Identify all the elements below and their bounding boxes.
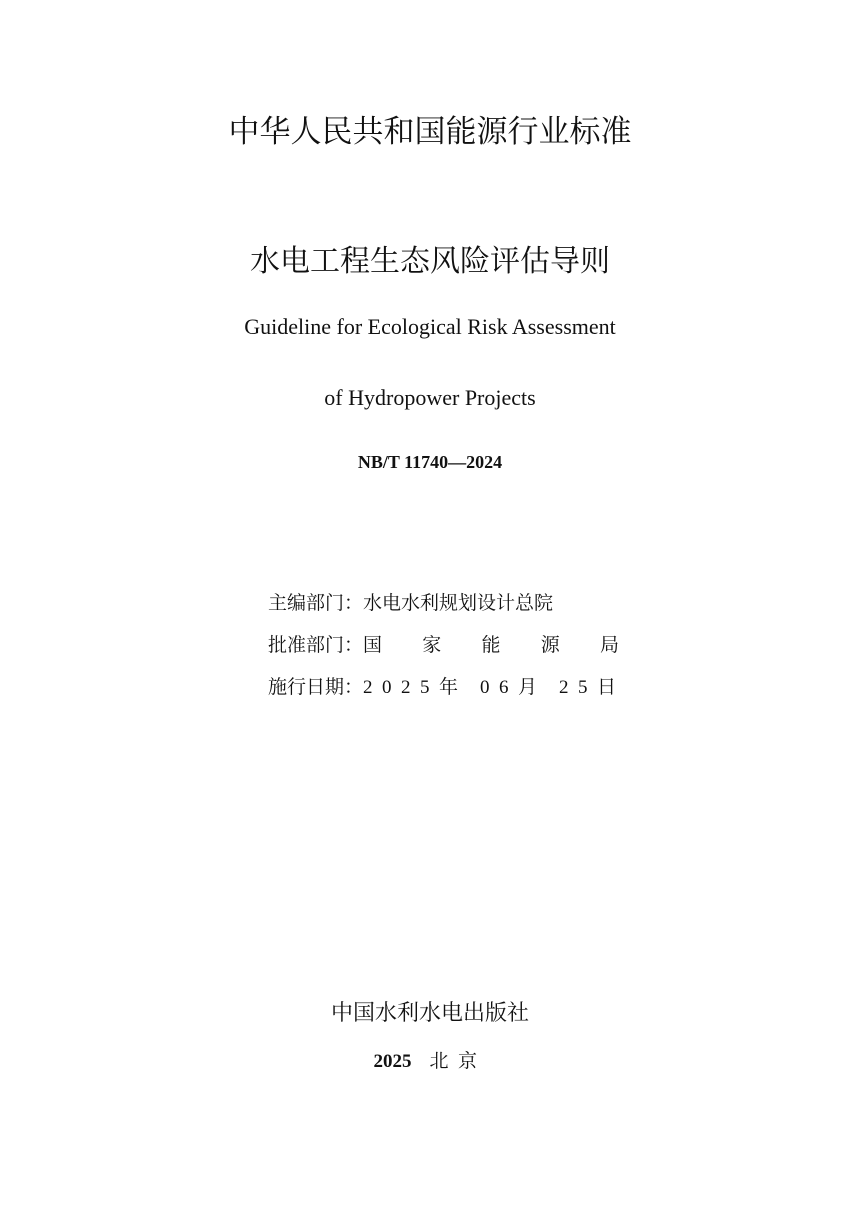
document-title-english-line1: Guideline for Ecological Risk Assessment: [244, 314, 616, 339]
publisher-name: 中国水利水电出版社: [330, 1001, 529, 1026]
approver-row: [268, 630, 636, 672]
publication-year: 2025: [373, 1051, 412, 1072]
effective-year: 2025: [363, 677, 440, 698]
effective-date-row: [268, 672, 636, 714]
editor-value: 水电水利规划设计总院: [363, 592, 554, 614]
document-title-chinese: 水电工程生态风险评估导则: [250, 244, 610, 279]
effective-date-label: 施行日期：: [268, 676, 364, 698]
effective-month: 06: [480, 677, 519, 698]
approver-label: 批准部门：: [268, 634, 364, 656]
publication-line: [0, 1046, 860, 1073]
year-unit: 年: [439, 676, 459, 698]
editor-row: [268, 588, 636, 630]
effective-day: 25: [559, 677, 598, 698]
standard-code: NB/T 11740—2024: [357, 452, 503, 472]
day-unit: 日: [597, 676, 617, 698]
approver-value: 国 家 能 源 局: [363, 634, 637, 656]
editor-label: 主编部门：: [268, 592, 364, 614]
issuance-info: [268, 588, 636, 714]
standard-category-title: 中华人民共和国能源行业标准: [228, 114, 632, 150]
publication-city: 北京: [429, 1050, 487, 1072]
document-title-english-line2: of Hydropower Projects: [324, 385, 536, 410]
month-unit: 月: [518, 676, 538, 698]
